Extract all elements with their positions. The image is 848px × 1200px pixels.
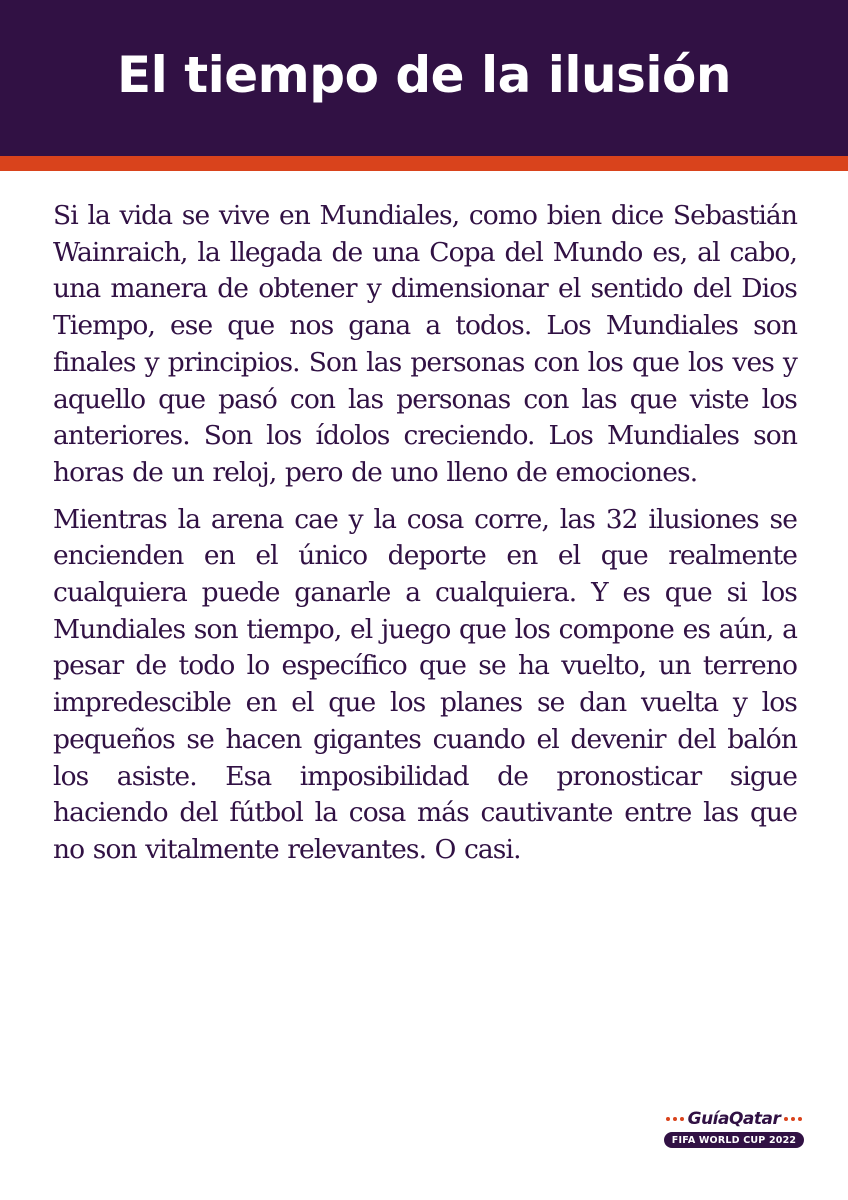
guia-qatar-logo	[654, 1108, 814, 1152]
logo-name: GuíaQatar	[687, 1109, 781, 1129]
accent-bar	[0, 156, 848, 171]
header-banner	[0, 0, 848, 156]
article-paragraph-1: Si la vida se vive en Mundiales, como bien dice Sebastián Wainraich, la llegada de una Copa del Mundo es, al cabo, una manera de obtener y dimensionar el sentido del Dios Tiempo, ese que nos gana a todos. Los Mundiales son finales y principios. Son las personas con los que los ves y aquello que pasó con las personas con las que viste los anteriores. Son los ídolos creciendo. Los Mundiales son horas de un reloj, pero de uno lleno de emociones.	[53, 200, 797, 488]
dots-right-decoration	[784, 1117, 802, 1121]
dots-left-decoration	[666, 1117, 684, 1121]
article-body	[53, 198, 797, 879]
page-title: El tiempo de la ilusión	[117, 46, 731, 104]
logo-tagline: FIFA WORLD CUP 2022	[664, 1132, 804, 1148]
article-paragraph-2: Mientras la arena cae y la cosa corre, las 32 ilusiones se encienden en el único deporte en el que realmente cualquiera puede ganarle a cualquiera. Y es que si los Mundiales son tiempo, el juego que los compone es aún, a pesar de todo lo específico que se ha vuelto, un terreno impredescible en el que los planes se dan vuelta y los pequeños se hacen gigantes cuando el devenir del balón los asiste. Esa imposibilidad de pronosticar sigue haciendo del fútbol la cosa más cautivante entre las que no son vitalmente relevantes. O casi.	[53, 503, 797, 865]
